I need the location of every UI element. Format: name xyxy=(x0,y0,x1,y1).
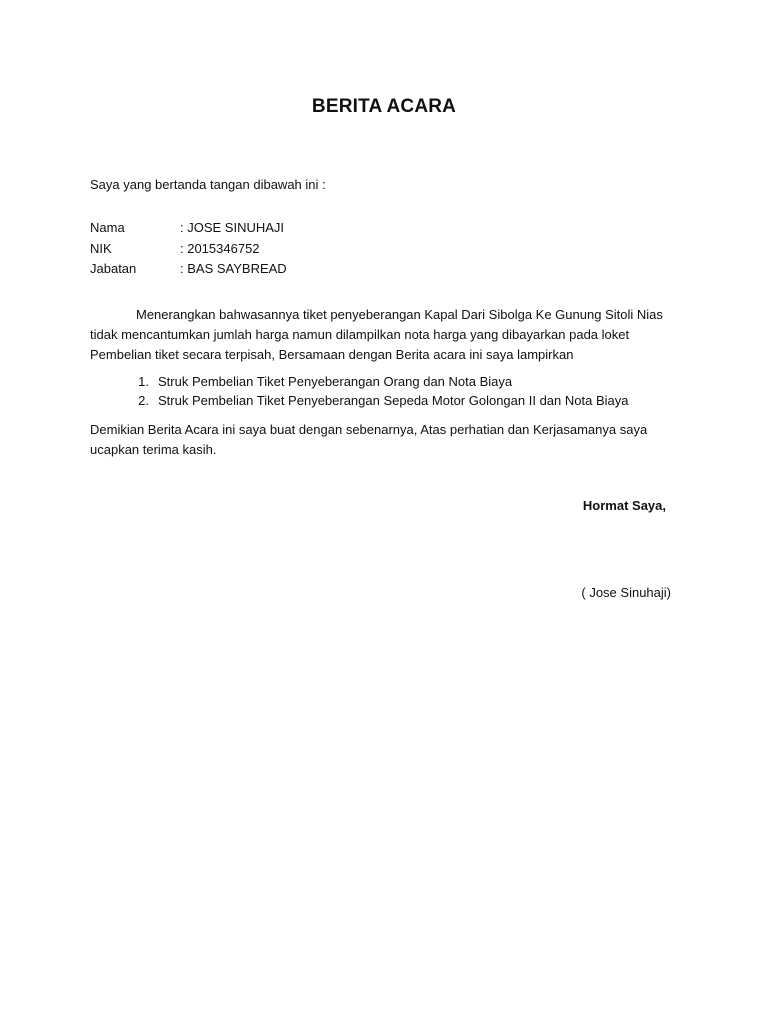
identity-block xyxy=(90,218,287,280)
identity-row-jabatan xyxy=(90,259,287,280)
body-paragraph: Menerangkan bahwasannya tiket penyeberangan Kapal Dari Sibolga Ke Gunung Sitoli Nias tidak mencantumkan jumlah harga namun dilampilkan nota harga yang dibayarkan pada loket Pembelian tiket secara terpisah, Bersamaan dengan Berita acara ini saya lampirkan xyxy=(90,307,663,362)
attachment-list xyxy=(90,372,690,410)
identity-label: NIK xyxy=(90,240,112,256)
intro-text: Saya yang bertanda tangan dibawah ini : xyxy=(90,177,326,192)
list-item-number: 2. xyxy=(138,393,149,408)
regards-text: Hormat Saya, xyxy=(582,498,666,513)
list-item xyxy=(90,372,690,391)
identity-row-nama xyxy=(90,218,287,239)
identity-value: : BAS SAYBREAD xyxy=(180,261,287,276)
list-item xyxy=(90,391,690,410)
identity-value: : JOSE SINUHAJI xyxy=(180,220,285,235)
list-item-text: Struk Pembelian Tiket Penyeberangan Sepeda Motor Golongan II dan Nota Biaya xyxy=(158,393,629,408)
signature-name: ( Jose Sinuhaji) xyxy=(581,585,671,600)
closing-paragraph: Demikian Berita Acara ini saya buat dengan sebenarnya, Atas perhatian dan Kerjasamanya saya ucapkan terima kasih. xyxy=(90,422,648,457)
list-item-text: Struk Pembelian Tiket Penyeberangan Orang dan Nota Biaya xyxy=(158,374,513,389)
identity-value: : 2015346752 xyxy=(180,240,260,256)
identity-label: Nama xyxy=(90,220,125,235)
document-title: BERITA ACARA xyxy=(311,96,457,117)
identity-row-nik xyxy=(90,239,287,260)
list-item-number: 1. xyxy=(138,374,149,389)
identity-label: Jabatan xyxy=(90,261,137,276)
